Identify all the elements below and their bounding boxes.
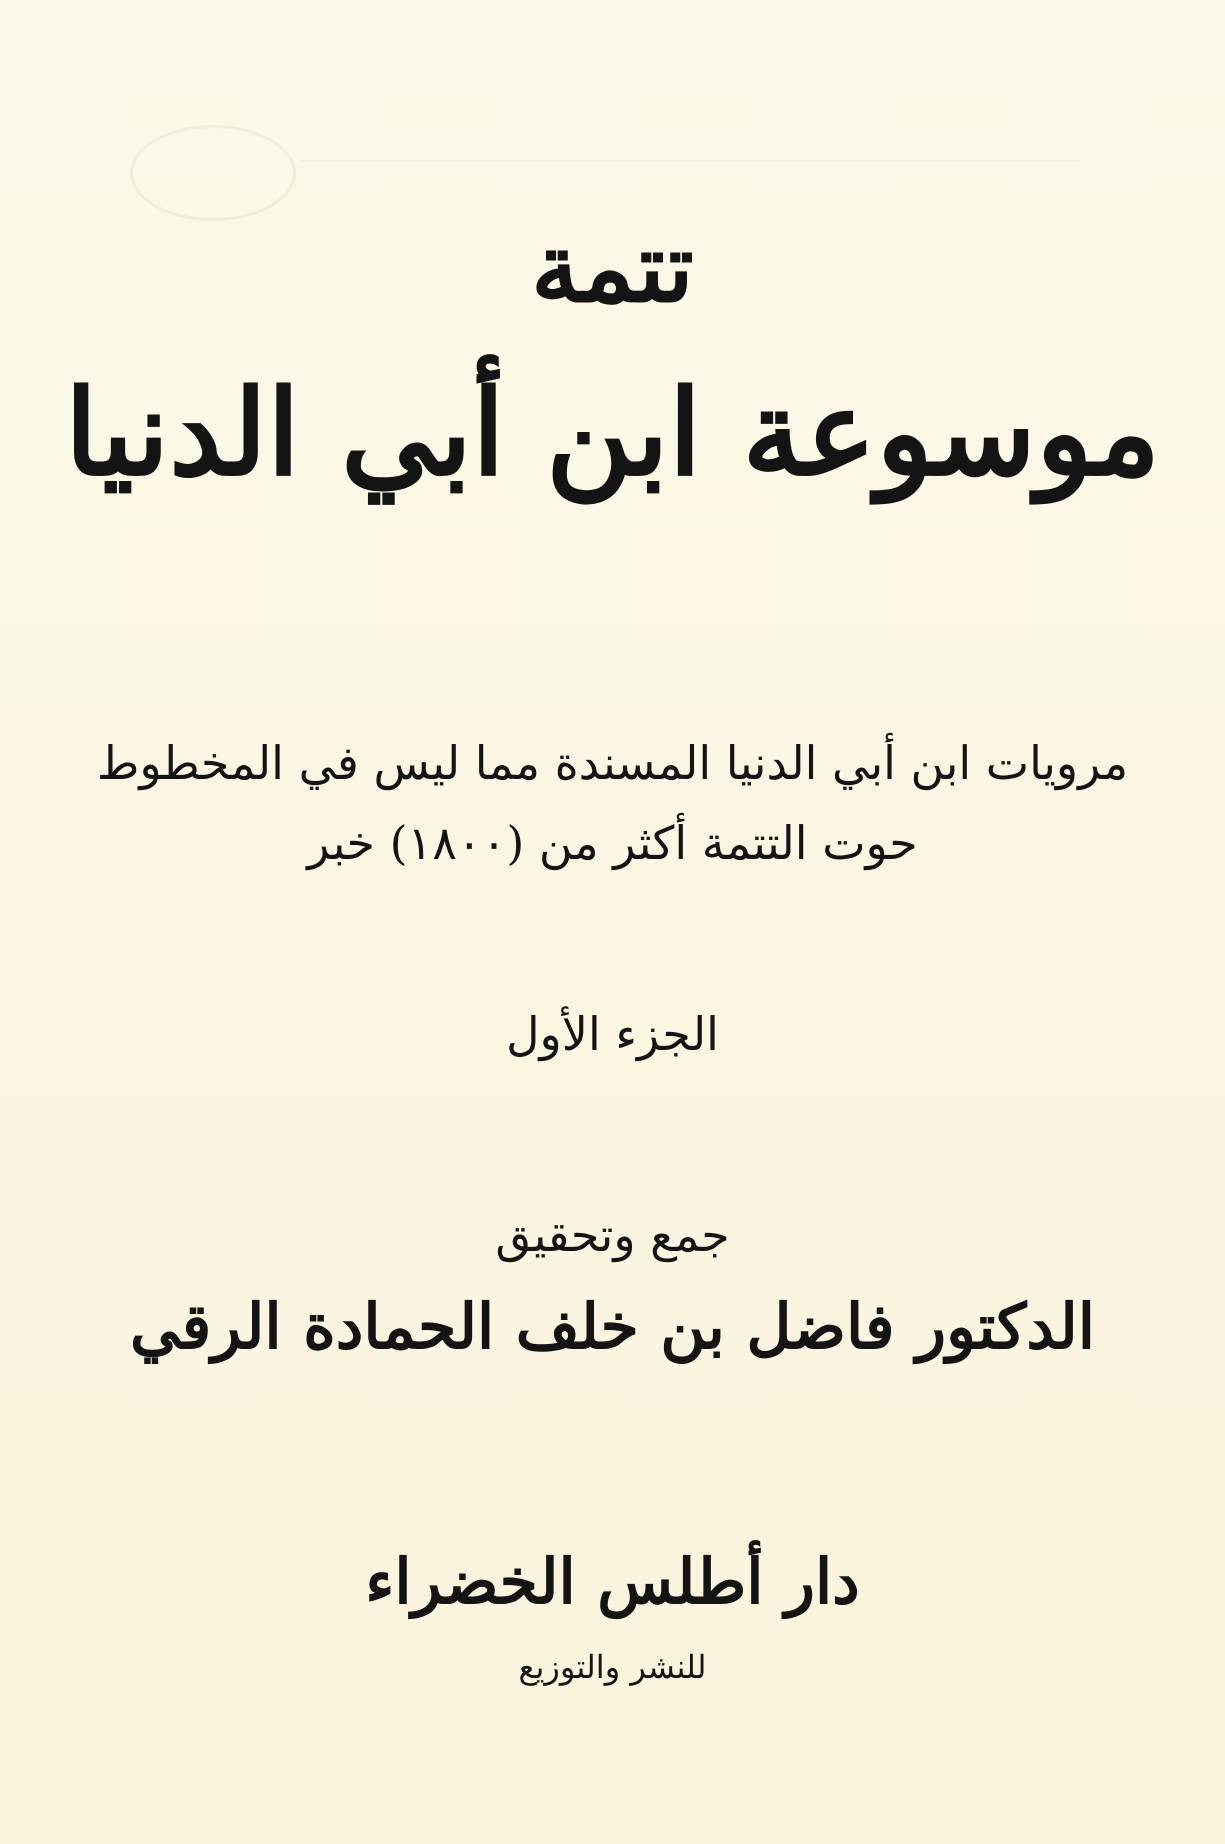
bleed-through-rule: [300, 160, 1080, 162]
book-title: موسوعة ابن أبي الدنيا: [64, 363, 1161, 502]
publisher-tagline: للنشر والتوزيع: [518, 1648, 707, 1686]
book-title-prefix: تتمة: [531, 211, 694, 324]
subtitle-line-1: مرويات ابن أبي الدنيا المسندة مما ليس في المخطوط: [96, 736, 1129, 790]
credit-label: جمع وتحقيق: [495, 1208, 730, 1262]
subtitle-line-2: حوت التتمة أكثر من (١٨٠٠) خبر: [307, 816, 918, 870]
volume-label: الجزء الأول: [506, 1007, 719, 1061]
bleed-through-stamp: [130, 125, 296, 221]
publisher-name: دار أطلس الخضراء: [365, 1545, 860, 1618]
author-name: الدكتور فاضل بن خلف الحمادة الرقي: [130, 1290, 1095, 1363]
